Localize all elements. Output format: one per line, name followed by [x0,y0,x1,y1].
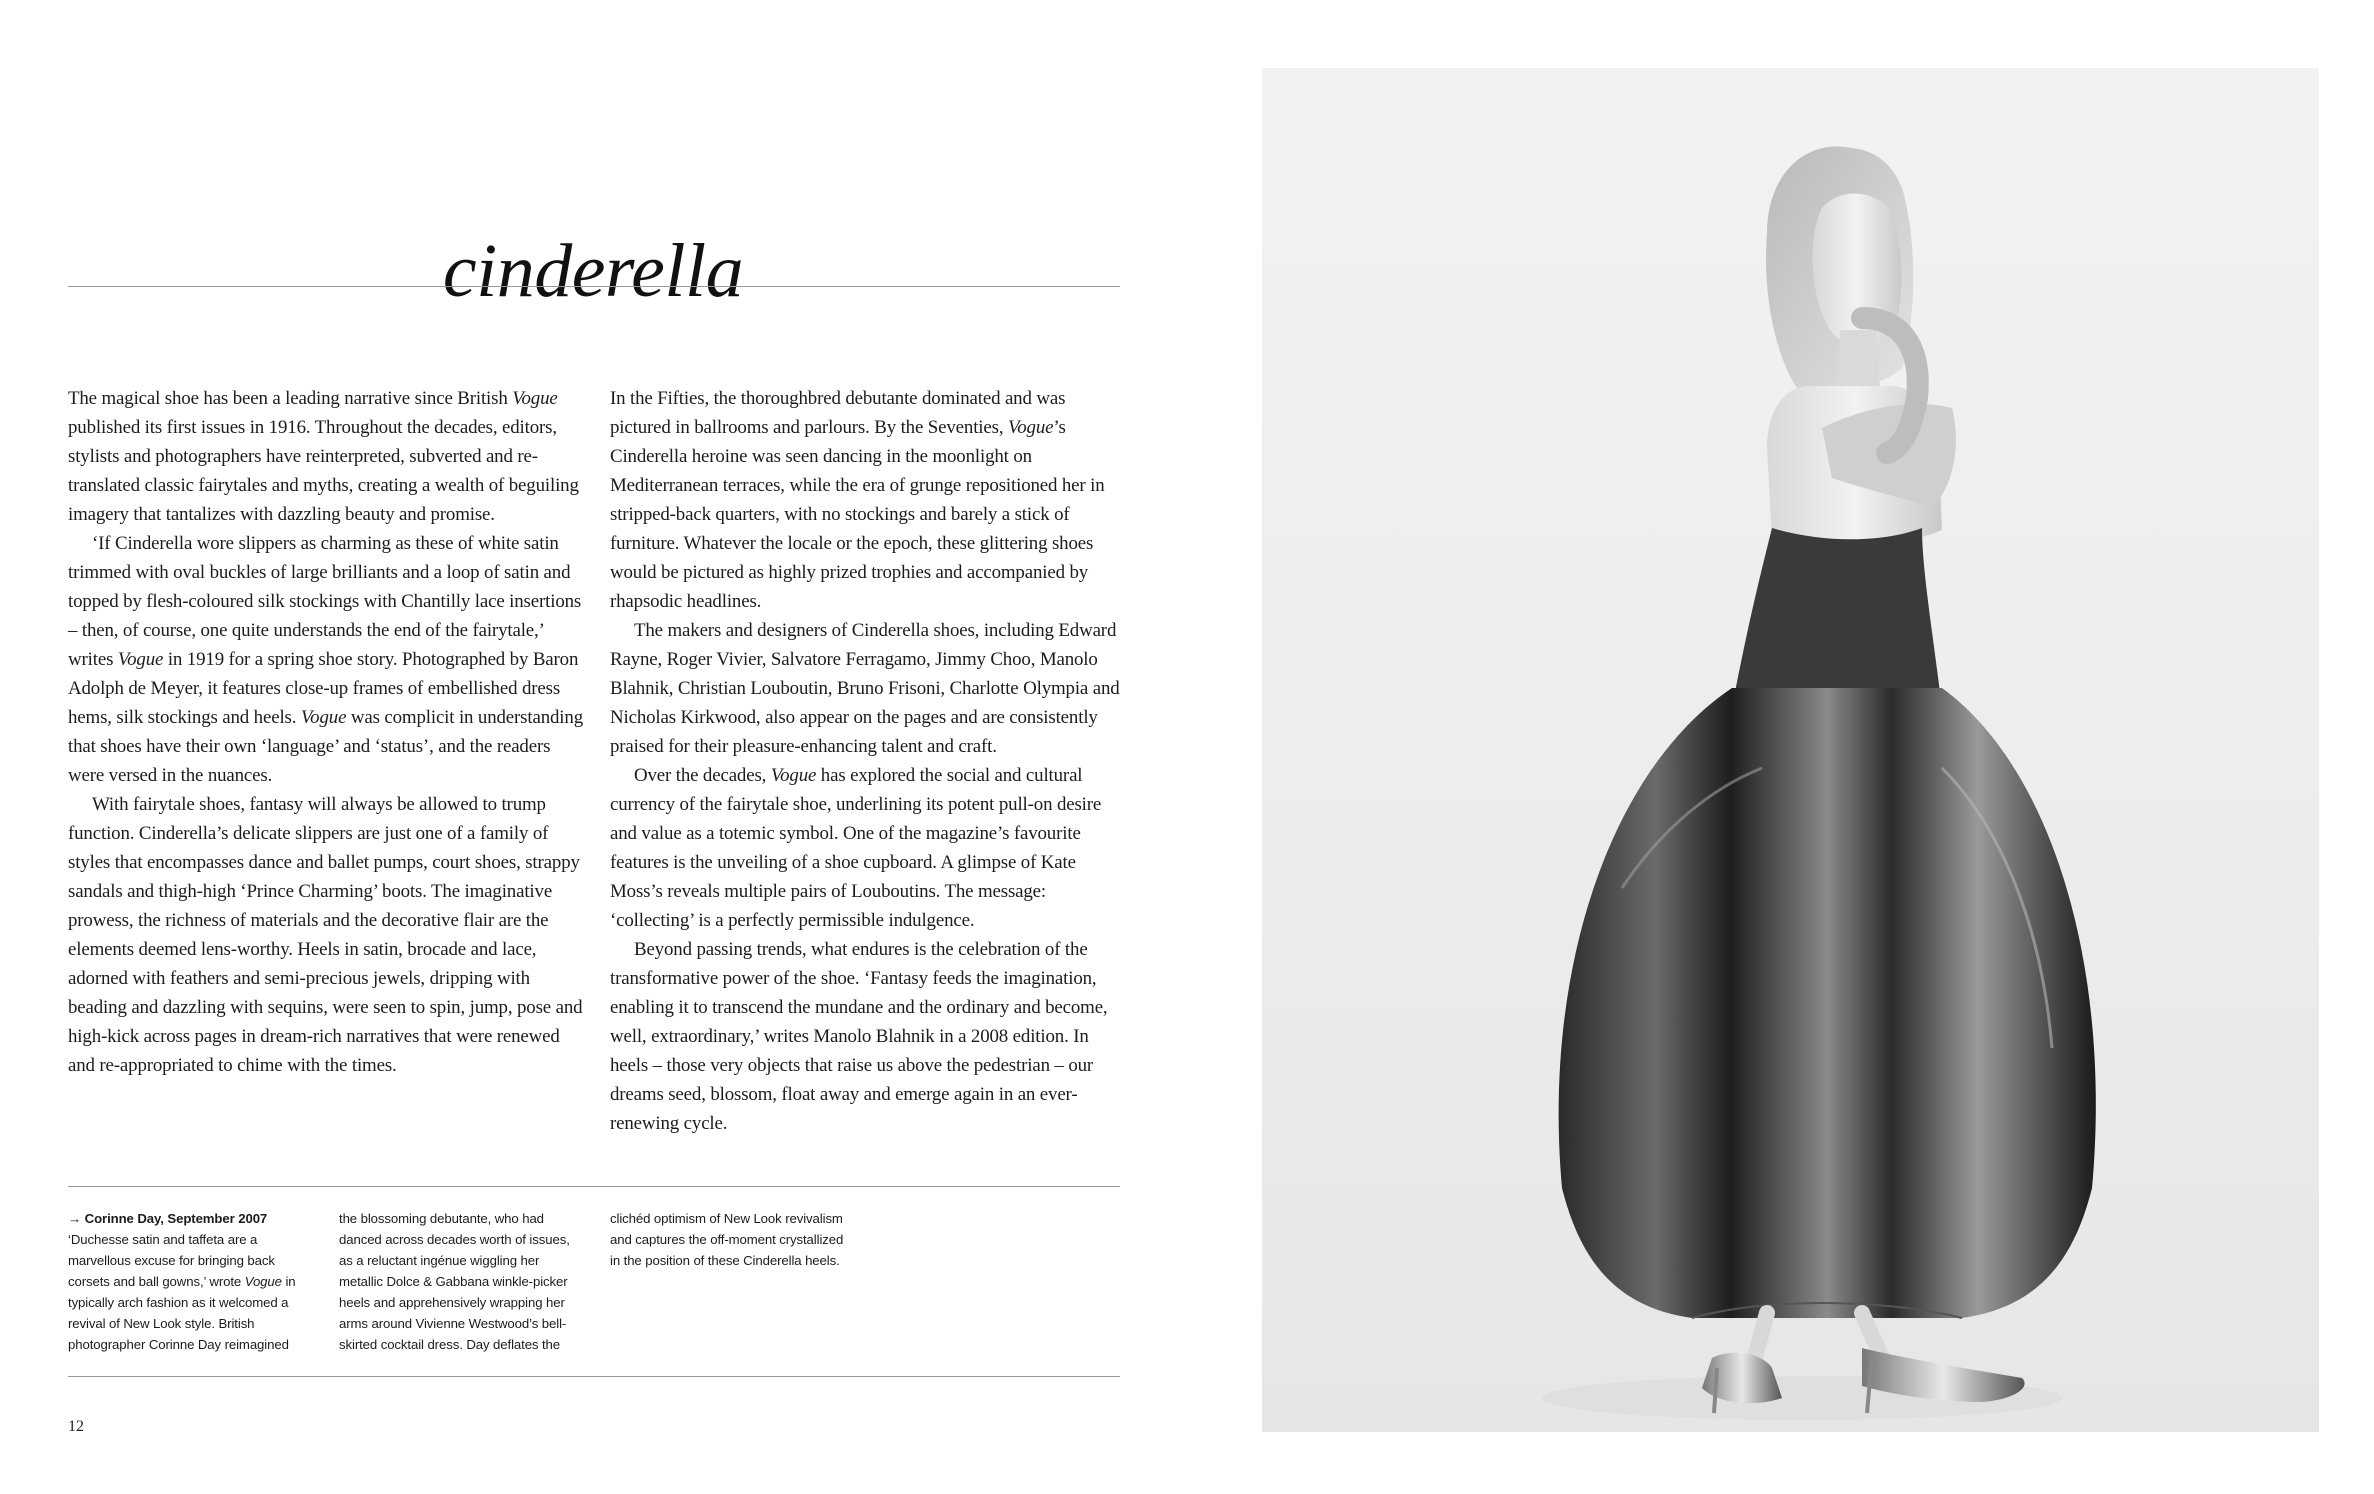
body-paragraph [610,384,1125,616]
text-run: in 1919 for a spring shoe story. Photographed by Baron Adolph de Meyer, it features close-up frames of embellished dress hems, silk stockings and heels. [68,649,579,728]
body-paragraph [68,384,583,529]
text-run: has explored the social and cultural currency of the fairytale shoe, underlining its potent pull-on desire and value as a totemic symbol. One of the magazine’s favourite features is the unveiling of a shoe cupboard. A glimpse of Kate Moss’s reveals multiple pairs of Louboutins. The message: ‘collecting’ is a perfectly permissible indulgence. [610,765,1102,931]
caption-text-1 [68,1232,296,1352]
caption-top-divider [68,1186,1120,1187]
caption-column-2: the blossoming debutante, who had danced across decades worth of issues, as a reluctant ingénue wiggling her metallic Dolce & Gabbana winkle-picker heels and apprehensively wrapping her arms around Vivienne Westwood’s bell-skirted cocktail dress. Day deflates the [339,1211,570,1352]
caption-heading [68,1211,267,1226]
text-run: published its first issues in 1916. Throughout the decades, editors, stylists and photographers have reinterpreted, subverted and re-translated classic fairytales and myths, creating a wealth of beguiling imagery that tantalizes with dazzling beauty and promise. [68,417,579,525]
italic-title: Vogue [1007,417,1054,438]
text-run: The magical shoe has been a leading narrative since British [68,388,513,409]
italic-title: Vogue [770,765,817,786]
caption-bottom-divider [68,1376,1120,1377]
caption-column-1 [68,1208,308,1355]
text-run: The makers and designers of Cinderella shoes, including Edward Rayne, Roger Vivier, Salvatore Ferragamo, Jimmy Choo, Manolo Blahnik, Christian Louboutin, Bruno Frisoni, Charlotte Olympia and Nicholas Kirkwood, also appear on the pages and are consistently praised for their pleasure-enhancing talent and craft. [610,620,1120,757]
text-run: Beyond passing trends, what endures is the celebration of the transformative power of the shoe. ‘Fantasy feeds the imagination, enabling it to transcend the mundane and the ordinary and become, well, extraordinary,’ writes Manolo Blahnik in a 2008 edition. In heels – those very objects that raise us above the pedestrian – our dreams seed, blossom, float away and emerge again in an ever-renewing cycle. [610,939,1108,1134]
italic-title: Vogue [117,649,164,670]
text-run: In the Fifties, the thoroughbred debutante dominated and was pictured in ballrooms and parlours. By the Seventies, [610,388,1066,438]
text-run: ‘Duchesse satin and taffeta are a marvellous excuse for bringing back corsets and ball gowns,’ wrote [68,1232,275,1289]
body-paragraph [68,790,583,1080]
body-paragraph [610,616,1125,761]
photo-illustration [1262,68,2319,1432]
text-run: ’s Cinderella heroine was seen dancing in the moonlight on Mediterranean terraces, while the era of grunge repositioned her in stripped-back quarters, with no stockings and barely a stick of furniture. Whatever the locale or the epoch, these glittering shoes would be pictured as highly prized trophies and accompanied by rhapsodic headlines. [610,417,1105,612]
italic-title: Vogue [300,707,347,728]
text-run: With fairytale shoes, fantasy will always be allowed to trump function. Cinderella’s delicate slippers are just one of a family of styles that encompasses dance and ballet pumps, court shoes, strappy sandals and thigh-high ‘Prince Charming’ boots. The imaginative prowess, the richness of materials and the decorative flair are the elements deemed lens-worthy. Heels in satin, brocade and lace, adorned with feathers and semi-precious jewels, dripping with beading and dazzling with sequins, were seen to spin, jump, pose and high-kick across pages in dream-rich narratives that were renewed and re-appropriated to chime with the times. [68,794,583,1076]
text-run: Over the decades, [634,765,771,786]
italic-title: Vogue [244,1274,282,1289]
caption-heading-text: Corinne Day, September 2007 [84,1211,268,1226]
italic-title: Vogue [512,388,558,409]
body-column-2 [610,384,1125,1138]
body-paragraph [610,761,1125,935]
page-number: 12 [68,1418,84,1435]
arrow-icon: → [68,1211,82,1226]
text-run: ‘If Cinderella wore slippers as charming as these of white satin trimmed with oval buckles of large brilliants and a loop of satin and topped by flesh-coloured silk stockings with Chantilly lace insertions – then, of course, one quite understands the end of the fairytale,’ writes [68,533,582,670]
body-paragraph [68,529,583,790]
text-run: in typically arch fashion as it welcomed a revival of New Look style. British photographer Corinne Day reimagined [68,1274,296,1352]
fashion-photograph [1262,68,2319,1432]
title-divider [68,286,1120,287]
page-title: cinderella [442,228,744,313]
body-column-1 [68,384,583,1080]
caption-column-3: clichéd optimism of New Look revivalism and captures the off-moment crystallized in the position of these Cinderella heels. [610,1211,844,1268]
text-run: was complicit in understanding that shoes have their own ‘language’ and ‘status’, and the readers were versed in the nuances. [68,707,583,786]
body-paragraph [610,935,1125,1138]
